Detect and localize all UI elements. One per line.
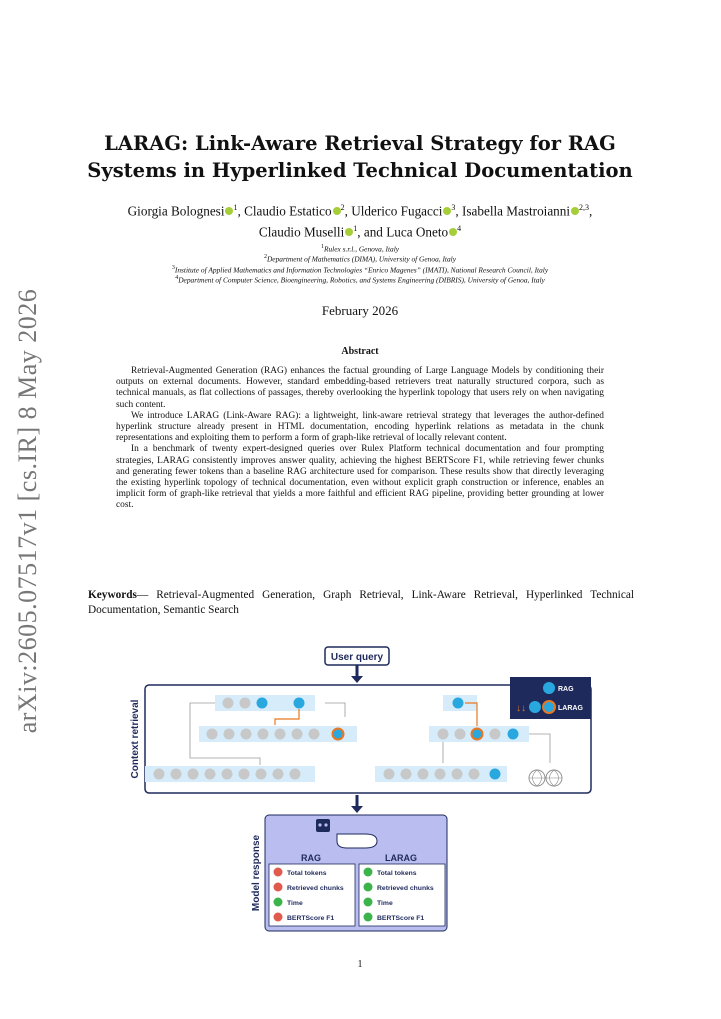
arrow-head-icon <box>351 676 363 683</box>
author-name: Isabella Mastroianni <box>462 203 571 219</box>
larag-figure <box>125 645 595 935</box>
legend-rag-label: RAG <box>558 686 574 693</box>
svg-text:Time: Time <box>287 900 303 907</box>
author-list: Giorgia Bolognesi $^1$, Claudio Estatico $^2$, Ulderico Fugacci $^3$, Isabella Mastroianni $^{2,3}$, Claudio Muselli $^1$, and Luca Oneto $^4$ <box>127 203 593 240</box>
thumbs-up-icon <box>364 883 373 892</box>
speech-bubble-icon <box>337 834 377 848</box>
svg-text:BERTScore F1: BERTScore F1 <box>287 915 335 922</box>
context-retrieval-label: Context retrieval <box>130 699 141 779</box>
page-number: 1 <box>357 959 363 970</box>
svg-text:BERTScore F1: BERTScore F1 <box>377 915 425 922</box>
publication-date: February 2026 <box>321 303 399 318</box>
author-name: Giorgia Bolognesi <box>127 203 225 219</box>
affiliation-line: $^1$Rulex s.r.l., Genova, Italy <box>320 244 400 254</box>
abstract-paragraph: We introduce LARAG (Link-Aware RAG): a lightweight, link-aware retrieval strategy that leverages the author-defined hyperlink structure already present in HTML documentation, encoding hyperlink relations as metadata in the chunk representations and exploiting them to perform a form of graph-like retrieval of locally relevant content. <box>116 410 604 444</box>
affiliation-line: $^4$Department of Computer Science, Bioengineering, Robotics, and Systems Engineering (DIBRIS), University of Genoa, Italy <box>175 275 545 285</box>
author-name: Luca Oneto <box>386 224 449 240</box>
affiliation-line: $^2$Department of Mathematics (DIMA), University of Genoa, Italy <box>263 254 457 264</box>
abstract-body <box>116 366 604 512</box>
model-response-label: Model response <box>251 834 262 912</box>
legend-rag-dot <box>543 682 555 694</box>
retrieved-chunk <box>294 698 305 709</box>
paper-title <box>60 130 660 184</box>
svg-text:Retrieved chunks: Retrieved chunks <box>377 885 434 892</box>
author-affil: 3 <box>451 203 456 212</box>
legend-larag-dot-linked <box>543 701 555 713</box>
svg-text:Time: Time <box>377 900 393 907</box>
svg-text:Total tokens: Total tokens <box>287 870 327 877</box>
author-affil: 1 <box>233 203 238 212</box>
robot-icon <box>316 819 330 832</box>
orcid-icon[interactable] <box>571 207 579 215</box>
title-line-1: LARAG: Link-Aware Retrieval Strategy for RAG <box>104 132 616 155</box>
affiliation-line: $^3$Institute of Applied Mathematics and Information Technologies “Enrico Magenes” (IMATI), National Research Council, Italy <box>171 264 549 275</box>
larag-column-title: LARAG <box>385 853 417 863</box>
retrieved-chunk <box>257 698 268 709</box>
author-affil: 2 <box>340 203 345 212</box>
arrow-head-icon <box>351 806 363 813</box>
author-affil: 1 <box>353 223 358 233</box>
author-name: Claudio Estatico <box>244 203 332 219</box>
linked-chunk <box>472 729 483 740</box>
thumbs-down-icon <box>274 883 283 892</box>
abstract-heading: Abstract <box>341 346 379 357</box>
retrieved-chunk <box>508 729 519 740</box>
keywords-label: Keywords <box>88 589 137 601</box>
thumbs-down-icon <box>274 868 283 877</box>
rag-column-title: RAG <box>301 853 321 863</box>
thumbs-up-icon <box>274 898 283 907</box>
user-query-label: User query <box>330 652 384 663</box>
legend-larag-label: LARAG <box>558 705 583 712</box>
retrieved-chunk <box>453 698 464 709</box>
thumbs-up-icon <box>364 898 373 907</box>
abstract-paragraph: Retrieval-Augmented Generation (RAG) enhances the factual grounding of Large Language Models by conditioning their outputs on external documents. However, standard embedding-based retrievers treat naturally structured corpora, such as technical manuals, as flat collections of passages, thereby overlooking the hyperlink topology that users rely on when navigating such content. <box>116 366 604 410</box>
svg-text:Total tokens: Total tokens <box>377 870 417 877</box>
author-name: Claudio Muselli <box>258 224 345 240</box>
author-name: Ulderico Fugacci <box>351 203 443 219</box>
affiliations <box>70 243 650 285</box>
legend-larag-dot <box>529 701 541 713</box>
keywords <box>88 588 634 617</box>
abstract-paragraph: In a benchmark of twenty expert-designed queries over Rulex Platform technical documentation and four prompting strategies, LARAG consistently improves answer quality, achieving the highest BERTScore F1, while retrieving fewer chunks and generating fewer tokens than a baseline RAG architecture used for comparison. These results show that directly leveraging the existing hyperlink topology of technical documentation, even without explicit graph construction or inference, enables an implicit form of graph-like retrieval that yields a more faithful and efficient RAG pipeline, providing better grounding at lower cost. <box>116 444 604 511</box>
retrieved-chunk <box>490 769 501 780</box>
thumbs-up-icon <box>364 913 373 922</box>
author-affil: 4 <box>457 223 462 233</box>
author-affil: 2,3 <box>579 203 590 212</box>
keywords-text: — Retrieval-Augmented Generation, Graph Retrieval, Link-Aware Retrieval, Hyperlinked Technical Documentation, Semantic Search <box>88 589 634 616</box>
thumbs-down-icon <box>274 913 283 922</box>
arxiv-identifier: arXiv:2605.07517v1 [cs.IR] 8 May 2026 <box>13 288 42 734</box>
thumbs-up-icon <box>364 868 373 877</box>
linked-chunk <box>333 729 344 740</box>
legend-arrows-icon: ↓↓ <box>516 703 526 714</box>
title-line-2: Systems in Hyperlinked Technical Documentation <box>87 159 633 182</box>
orcid-icon[interactable] <box>333 207 341 215</box>
svg-text:Retrieved chunks: Retrieved chunks <box>287 885 344 892</box>
orcid-icon[interactable] <box>449 228 457 236</box>
